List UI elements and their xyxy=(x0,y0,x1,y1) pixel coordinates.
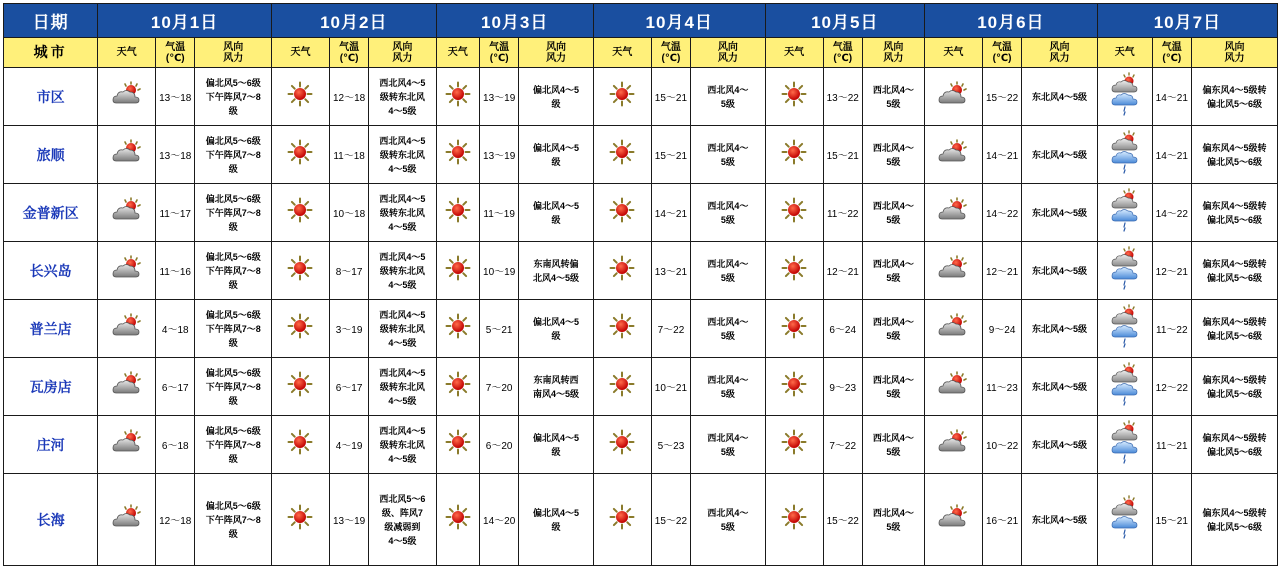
weather-cell xyxy=(1097,416,1152,474)
temperature-cell: 13～19 xyxy=(479,68,518,126)
sunny-icon xyxy=(445,255,471,286)
temperature-cell: 3～19 xyxy=(329,300,368,358)
temperature-cell: 11～16 xyxy=(156,242,195,300)
shower-icon xyxy=(1111,246,1139,295)
wind-cell: 西北风5～6 级、阵风7 级减弱到 4～5级 xyxy=(369,474,436,566)
weather-cell xyxy=(98,474,156,566)
weather-column-label: 天气 xyxy=(272,38,330,68)
temperature-cell: 15～21 xyxy=(1152,474,1191,566)
weather-cell xyxy=(272,300,330,358)
shower-icon xyxy=(1111,362,1139,411)
day-header: 10月3日 xyxy=(436,4,593,38)
wind-cell: 东北风4～5级 xyxy=(1022,416,1098,474)
wind-cell: 西北风4～ 5级 xyxy=(862,126,924,184)
shower-icon xyxy=(1111,188,1139,237)
day-header: 10月1日 xyxy=(98,4,272,38)
temp-column-label: 气温 (℃) xyxy=(156,38,195,68)
city-name: 长兴岛 xyxy=(4,242,98,300)
weather-cell xyxy=(272,358,330,416)
wind-cell: 偏东风4～5级转 偏北风5～6级 xyxy=(1191,300,1277,358)
partly-cloudy-icon xyxy=(112,429,142,460)
temperature-cell: 11～22 xyxy=(1152,300,1191,358)
wind-cell: 东北风4～5级 xyxy=(1022,242,1098,300)
temperature-cell: 14～20 xyxy=(479,474,518,566)
wind-cell: 西北风4～ 5级 xyxy=(691,300,766,358)
wind-cell: 偏北风5～6级 下午阵风7～8 级 xyxy=(195,300,272,358)
partly-cloudy-icon xyxy=(112,313,142,344)
wind-cell: 偏北风5～6级 下午阵风7～8 级 xyxy=(195,126,272,184)
partly-cloudy-icon xyxy=(112,139,142,170)
wind-cell: 西北风4～ 5级 xyxy=(691,126,766,184)
temperature-cell: 15～21 xyxy=(823,126,862,184)
wind-column-label: 风向 风力 xyxy=(1022,38,1098,68)
weather-cell xyxy=(924,300,982,358)
temp-column-label: 气温 (℃) xyxy=(982,38,1021,68)
wind-cell: 偏北风4～5 级 xyxy=(519,416,594,474)
weather-cell xyxy=(593,184,651,242)
weather-cell xyxy=(765,474,823,566)
wind-cell: 偏东风4～5级转 偏北风5～6级 xyxy=(1191,358,1277,416)
temperature-cell: 11～22 xyxy=(823,184,862,242)
temperature-cell: 16～21 xyxy=(982,474,1021,566)
partly-cloudy-icon xyxy=(938,197,968,228)
wind-cell: 西北风4～5 级转东北风 4～5级 xyxy=(369,300,436,358)
table-row xyxy=(4,68,1278,126)
sunny-icon xyxy=(609,429,635,460)
temperature-cell: 13～21 xyxy=(651,242,690,300)
weather-cell xyxy=(593,68,651,126)
sunny-icon xyxy=(287,197,313,228)
temperature-cell: 15～21 xyxy=(651,126,690,184)
temperature-cell: 10～18 xyxy=(329,184,368,242)
wind-cell: 偏东风4～5级转 偏北风5～6级 xyxy=(1191,184,1277,242)
shower-icon xyxy=(1111,420,1139,469)
wind-cell: 偏东风4～5级转 偏北风5～6级 xyxy=(1191,416,1277,474)
weather-cell xyxy=(924,126,982,184)
sunny-icon xyxy=(781,255,807,286)
temperature-cell: 12～21 xyxy=(823,242,862,300)
weather-cell xyxy=(924,184,982,242)
table-row xyxy=(4,126,1278,184)
wind-cell: 偏北风5～6级 下午阵风7～8 级 xyxy=(195,184,272,242)
partly-cloudy-icon xyxy=(938,313,968,344)
wind-column-label: 风向 风力 xyxy=(862,38,924,68)
wind-cell: 偏东风4～5级转 偏北风5～6级 xyxy=(1191,68,1277,126)
temp-column-label: 气温 (℃) xyxy=(329,38,368,68)
temperature-cell: 11～17 xyxy=(156,184,195,242)
weather-cell xyxy=(1097,126,1152,184)
sunny-icon xyxy=(287,504,313,535)
weather-cell xyxy=(272,68,330,126)
sunny-icon xyxy=(287,81,313,112)
temperature-cell: 10～22 xyxy=(982,416,1021,474)
weather-cell xyxy=(1097,68,1152,126)
city-name: 庄河 xyxy=(4,416,98,474)
temperature-cell: 6～20 xyxy=(479,416,518,474)
temperature-cell: 4～18 xyxy=(156,300,195,358)
wind-cell: 东北风4～5级 xyxy=(1022,184,1098,242)
temperature-cell: 7～22 xyxy=(823,416,862,474)
partly-cloudy-icon xyxy=(112,504,142,535)
column-header-row xyxy=(4,38,1278,68)
wind-cell: 西北风4～5 级转东北风 4～5级 xyxy=(369,68,436,126)
weather-cell xyxy=(272,126,330,184)
wind-cell: 偏东风4～5级转 偏北风5～6级 xyxy=(1191,126,1277,184)
weather-column-label: 天气 xyxy=(98,38,156,68)
wind-cell: 西北风4～ 5级 xyxy=(862,184,924,242)
sunny-icon xyxy=(609,81,635,112)
temperature-cell: 11～19 xyxy=(479,184,518,242)
weather-cell xyxy=(765,416,823,474)
sunny-icon xyxy=(445,313,471,344)
partly-cloudy-icon xyxy=(112,81,142,112)
temperature-cell: 12～18 xyxy=(329,68,368,126)
weather-cell xyxy=(593,126,651,184)
temperature-cell: 13～18 xyxy=(156,68,195,126)
weather-cell xyxy=(593,358,651,416)
weather-cell xyxy=(272,474,330,566)
wind-cell: 东南风转偏 北风4～5级 xyxy=(519,242,594,300)
temperature-cell: 14～21 xyxy=(1152,126,1191,184)
temperature-cell: 14～22 xyxy=(982,184,1021,242)
temperature-cell: 13～18 xyxy=(156,126,195,184)
weather-cell xyxy=(924,242,982,300)
weather-cell xyxy=(765,126,823,184)
shower-icon xyxy=(1111,495,1139,544)
wind-cell: 偏东风4～5级转 偏北风5～6级 xyxy=(1191,474,1277,566)
temperature-cell: 12～22 xyxy=(1152,358,1191,416)
day-header: 10月7日 xyxy=(1097,4,1277,38)
weather-cell xyxy=(98,184,156,242)
wind-cell: 偏北风5～6级 下午阵风7～8 级 xyxy=(195,358,272,416)
sunny-icon xyxy=(445,139,471,170)
wind-cell: 西北风4～ 5级 xyxy=(862,474,924,566)
weather-cell xyxy=(1097,474,1152,566)
wind-cell: 偏北风5～6级 下午阵风7～8 级 xyxy=(195,68,272,126)
wind-cell: 东南风转西 南风4～5级 xyxy=(519,358,594,416)
temperature-cell: 14～21 xyxy=(1152,68,1191,126)
weather-column-label: 天气 xyxy=(765,38,823,68)
weather-cell xyxy=(436,416,479,474)
temperature-cell: 13～19 xyxy=(479,126,518,184)
city-name: 长海 xyxy=(4,474,98,566)
weather-cell xyxy=(98,300,156,358)
table-row xyxy=(4,242,1278,300)
temperature-cell: 15～22 xyxy=(651,474,690,566)
weather-cell xyxy=(272,242,330,300)
sunny-icon xyxy=(287,255,313,286)
temperature-cell: 7～20 xyxy=(479,358,518,416)
temperature-cell: 6～17 xyxy=(156,358,195,416)
temperature-cell: 13～22 xyxy=(823,68,862,126)
wind-cell: 偏东风4～5级转 偏北风5～6级 xyxy=(1191,242,1277,300)
shower-icon xyxy=(1111,130,1139,179)
temperature-cell: 10～19 xyxy=(479,242,518,300)
weather-cell xyxy=(1097,358,1152,416)
sunny-icon xyxy=(445,197,471,228)
sunny-icon xyxy=(781,504,807,535)
wind-cell: 东北风4～5级 xyxy=(1022,300,1098,358)
sunny-icon xyxy=(445,504,471,535)
temperature-cell: 15～22 xyxy=(823,474,862,566)
date-header-row xyxy=(4,4,1278,38)
weather-cell xyxy=(765,68,823,126)
weather-cell xyxy=(436,300,479,358)
wind-cell: 西北风4～ 5级 xyxy=(691,184,766,242)
weather-cell xyxy=(593,474,651,566)
temp-column-label: 气温 (℃) xyxy=(823,38,862,68)
temp-column-label: 气温 (℃) xyxy=(1152,38,1191,68)
day-header: 10月4日 xyxy=(593,4,765,38)
city-name: 市区 xyxy=(4,68,98,126)
wind-cell: 偏北风4～5 级 xyxy=(519,68,594,126)
weather-cell xyxy=(98,416,156,474)
partly-cloudy-icon xyxy=(938,429,968,460)
weather-cell xyxy=(593,300,651,358)
wind-cell: 偏北风4～5 级 xyxy=(519,300,594,358)
wind-cell: 西北风4～5 级转东北风 4～5级 xyxy=(369,242,436,300)
wind-cell: 西北风4～5 级转东北风 4～5级 xyxy=(369,126,436,184)
weather-cell xyxy=(98,126,156,184)
sunny-icon xyxy=(609,255,635,286)
weather-cell xyxy=(436,242,479,300)
temperature-cell: 15～21 xyxy=(651,68,690,126)
wind-cell: 偏北风4～5 级 xyxy=(519,184,594,242)
temperature-cell: 6～17 xyxy=(329,358,368,416)
day-header: 10月6日 xyxy=(924,4,1097,38)
wind-column-label: 风向 风力 xyxy=(519,38,594,68)
weather-cell xyxy=(924,68,982,126)
temperature-cell: 8～17 xyxy=(329,242,368,300)
wind-cell: 偏北风5～6级 下午阵风7～8 级 xyxy=(195,474,272,566)
weather-cell xyxy=(765,242,823,300)
temperature-cell: 9～23 xyxy=(823,358,862,416)
wind-cell: 西北风4～ 5级 xyxy=(862,68,924,126)
sunny-icon xyxy=(445,81,471,112)
wind-cell: 西北风4～5 级转东北风 4～5级 xyxy=(369,416,436,474)
shower-icon xyxy=(1111,304,1139,353)
table-row xyxy=(4,300,1278,358)
wind-cell: 东北风4～5级 xyxy=(1022,474,1098,566)
partly-cloudy-icon xyxy=(938,371,968,402)
city-name: 普兰店 xyxy=(4,300,98,358)
city-name: 金普新区 xyxy=(4,184,98,242)
day-header: 10月2日 xyxy=(272,4,437,38)
wind-cell: 东北风4～5级 xyxy=(1022,358,1098,416)
weather-cell xyxy=(436,184,479,242)
weather-cell xyxy=(272,184,330,242)
weather-cell xyxy=(593,416,651,474)
temperature-cell: 6～24 xyxy=(823,300,862,358)
weather-column-label: 天气 xyxy=(1097,38,1152,68)
wind-cell: 东北风4～5级 xyxy=(1022,68,1098,126)
partly-cloudy-icon xyxy=(112,197,142,228)
weather-cell xyxy=(436,68,479,126)
sunny-icon xyxy=(287,139,313,170)
partly-cloudy-icon xyxy=(112,371,142,402)
wind-cell: 西北风4～5 级转东北风 4～5级 xyxy=(369,184,436,242)
wind-cell: 偏北风5～6级 下午阵风7～8 级 xyxy=(195,416,272,474)
sunny-icon xyxy=(781,313,807,344)
weather-cell xyxy=(436,126,479,184)
sunny-icon xyxy=(609,504,635,535)
wind-cell: 西北风4～ 5级 xyxy=(691,358,766,416)
partly-cloudy-icon xyxy=(112,255,142,286)
wind-column-label: 风向 风力 xyxy=(1191,38,1277,68)
wind-cell: 西北风4～ 5级 xyxy=(862,242,924,300)
table-row xyxy=(4,416,1278,474)
wind-cell: 西北风4～5 级转东北风 4～5级 xyxy=(369,358,436,416)
sunny-icon xyxy=(609,197,635,228)
sunny-icon xyxy=(781,81,807,112)
temperature-cell: 14～22 xyxy=(1152,184,1191,242)
sunny-icon xyxy=(287,371,313,402)
temperature-cell: 11～18 xyxy=(329,126,368,184)
temperature-cell: 13～19 xyxy=(329,474,368,566)
temperature-cell: 14～21 xyxy=(651,184,690,242)
temperature-cell: 12～18 xyxy=(156,474,195,566)
temp-column-label: 气温 (℃) xyxy=(479,38,518,68)
partly-cloudy-icon xyxy=(938,504,968,535)
table-row xyxy=(4,358,1278,416)
partly-cloudy-icon xyxy=(938,139,968,170)
weather-cell xyxy=(765,184,823,242)
city-name: 瓦房店 xyxy=(4,358,98,416)
wind-column-label: 风向 风力 xyxy=(691,38,766,68)
wind-column-label: 风向 风力 xyxy=(369,38,436,68)
weather-cell xyxy=(98,68,156,126)
temperature-cell: 11～23 xyxy=(982,358,1021,416)
shower-icon xyxy=(1111,72,1139,121)
wind-cell: 西北风4～ 5级 xyxy=(862,358,924,416)
city-label: 城市 xyxy=(4,38,98,68)
temperature-cell: 9～24 xyxy=(982,300,1021,358)
weather-cell xyxy=(272,416,330,474)
weather-cell xyxy=(924,474,982,566)
wind-cell: 西北风4～ 5级 xyxy=(691,242,766,300)
sunny-icon xyxy=(781,139,807,170)
weather-cell xyxy=(924,416,982,474)
wind-cell: 偏北风4～5 级 xyxy=(519,126,594,184)
wind-column-label: 风向 风力 xyxy=(195,38,272,68)
sunny-icon xyxy=(445,429,471,460)
weather-cell xyxy=(98,242,156,300)
wind-cell: 偏北风5～6级 下午阵风7～8 级 xyxy=(195,242,272,300)
sunny-icon xyxy=(781,371,807,402)
temperature-cell: 14～21 xyxy=(982,126,1021,184)
temperature-cell: 5～21 xyxy=(479,300,518,358)
sunny-icon xyxy=(287,429,313,460)
partly-cloudy-icon xyxy=(938,255,968,286)
wind-cell: 偏北风4～5 级 xyxy=(519,474,594,566)
partly-cloudy-icon xyxy=(938,81,968,112)
temperature-cell: 10～21 xyxy=(651,358,690,416)
forecast-table xyxy=(3,3,1278,566)
sunny-icon xyxy=(609,139,635,170)
weather-cell xyxy=(593,242,651,300)
temp-column-label: 气温 (℃) xyxy=(651,38,690,68)
sunny-icon xyxy=(781,429,807,460)
wind-cell: 西北风4～ 5级 xyxy=(691,474,766,566)
weather-cell xyxy=(1097,300,1152,358)
wind-cell: 西北风4～ 5级 xyxy=(691,68,766,126)
date-label: 日期 xyxy=(4,4,98,38)
sunny-icon xyxy=(609,371,635,402)
day-header: 10月5日 xyxy=(765,4,924,38)
weather-cell xyxy=(765,358,823,416)
weather-cell xyxy=(436,474,479,566)
temperature-cell: 5～23 xyxy=(651,416,690,474)
weather-column-label: 天气 xyxy=(924,38,982,68)
city-name: 旅顺 xyxy=(4,126,98,184)
weather-cell xyxy=(436,358,479,416)
weather-column-label: 天气 xyxy=(436,38,479,68)
temperature-cell: 11～21 xyxy=(1152,416,1191,474)
wind-cell: 西北风4～ 5级 xyxy=(862,416,924,474)
temperature-cell: 4～19 xyxy=(329,416,368,474)
wind-cell: 西北风4～ 5级 xyxy=(691,416,766,474)
weather-cell xyxy=(98,358,156,416)
temperature-cell: 12～21 xyxy=(1152,242,1191,300)
sunny-icon xyxy=(445,371,471,402)
weather-cell xyxy=(765,300,823,358)
weather-cell xyxy=(1097,184,1152,242)
weather-cell xyxy=(1097,242,1152,300)
sunny-icon xyxy=(287,313,313,344)
wind-cell: 东北风4～5级 xyxy=(1022,126,1098,184)
weather-column-label: 天气 xyxy=(593,38,651,68)
table-row xyxy=(4,474,1278,566)
temperature-cell: 15～22 xyxy=(982,68,1021,126)
weather-cell xyxy=(924,358,982,416)
sunny-icon xyxy=(609,313,635,344)
temperature-cell: 6～18 xyxy=(156,416,195,474)
table-row xyxy=(4,184,1278,242)
wind-cell: 西北风4～ 5级 xyxy=(862,300,924,358)
sunny-icon xyxy=(781,197,807,228)
temperature-cell: 7～22 xyxy=(651,300,690,358)
temperature-cell: 12～21 xyxy=(982,242,1021,300)
